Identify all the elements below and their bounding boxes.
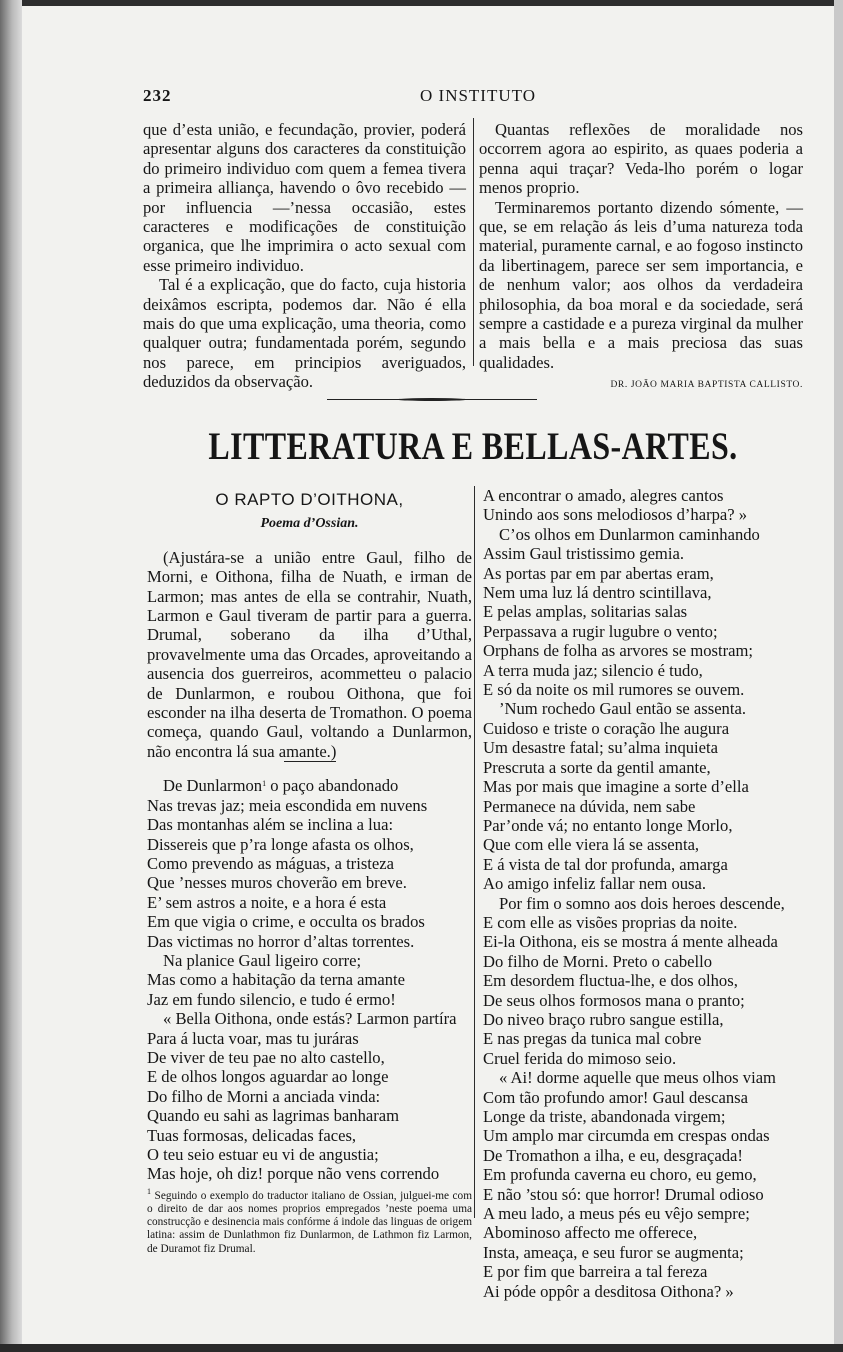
poem-verse: Prescruta a sorte da gentil amante, (483, 757, 711, 777)
poem-verse: E á vista de tal dor profunda, amarga (483, 854, 728, 874)
poem-verse: De viver de teu pae no alto castello, (147, 1047, 385, 1067)
poem-verse: E nas pregas da tunica mal cobre (483, 1029, 702, 1049)
column-divider (473, 118, 474, 366)
poem-verse: Com tão profundo amor! Gaul descansa (483, 1087, 748, 1107)
poem-verse: « Bella Oithona, onde estás? Larmon partíra (163, 1009, 457, 1029)
poem-verse: De Tromathon a ilha, e eu, desgraçada! (483, 1145, 743, 1165)
column-divider (474, 486, 475, 1218)
poem-verse: Permanece na dúvida, nem sabe (483, 796, 696, 816)
poem-verse: Nem uma luz lá dentro scintillava, (483, 583, 712, 603)
poem-verse: Que ’nesses muros choverão em breve. (147, 873, 407, 893)
poem-verse: Quando eu sahi as lagrimas banharam (147, 1106, 400, 1126)
poem-verse: Perpassava a rugir lugubre o vento; (483, 621, 718, 641)
poem-right-column (483, 486, 805, 1301)
poem-verse: Que com elle viera lá se assenta, (483, 835, 700, 855)
poem-verse: Ao amigo infeliz fallar nem ousa. (483, 874, 707, 894)
verse-text: o paço abandonado (266, 776, 399, 796)
section-title: LITTERATURA E BELLAS-ARTES. (208, 425, 738, 468)
poem-verses-left (147, 796, 472, 1184)
verse-text: De Dunlarmon (163, 776, 263, 796)
footnote (147, 1186, 472, 1256)
poem-verses-right (483, 486, 805, 1301)
poem-verse: Mas por mais que imagine a sorte d’ella (483, 777, 749, 797)
intro-divider (284, 761, 336, 762)
poem-verse: Abominoso affecto me offerece, (483, 1223, 698, 1243)
poem-verse: Cruel ferida do mimoso seio. (483, 1048, 677, 1068)
poem-verse: Do niveo braço rubro sangue estilla, (483, 1009, 724, 1029)
poem-verse: Como prevendo as máguas, a tristeza (147, 853, 394, 873)
poem-verse: E pelas amplas, solitarias salas (483, 602, 688, 622)
poem-verse: Em que vigia o crime, e occulta os brados (147, 912, 425, 932)
poem-verse: Mas como a habitação da terna amante (147, 970, 406, 990)
poem-verse: Em desordem fluctua-lhe, e dos olhos, (483, 971, 738, 991)
poem-verse: Par’onde vá; no entanto longe Morlo, (483, 815, 733, 835)
poem-title: O RAPTO D’OITHONA, (215, 490, 404, 509)
poem-verse: E não ’stou só: que horror! Drumal odioso (483, 1184, 764, 1204)
poem-verse: « Ai! dorme aquelle que meus olhos viam (499, 1068, 776, 1088)
scan-right-border (834, 0, 843, 1352)
poem-verse: Jaz em fundo silencio, e tudo é ermo! (147, 989, 396, 1009)
poem-verse: Do filho de Morni a anciada vinda: (147, 1086, 381, 1106)
poem-verse: Orphans de folha as arvores se mostram; (483, 641, 754, 661)
author-signature: DR. JOÃO MARIA BAPTISTA CALLISTO. (610, 380, 803, 391)
poem-verse: E só da noite os mil rumores se ouvem. (483, 680, 745, 700)
poem-verse: Ei-la Oithona, eis se mostra á mente alheada (483, 932, 778, 952)
poem-verse: Um desastre fatal; su’alma inquieta (483, 738, 718, 758)
poem-verse: E com elle as visões proprias da noite. (483, 912, 738, 932)
poem-verse: Longe da triste, abandonada virgem; (483, 1107, 726, 1126)
poem-verse: Tuas formosas, delicadas faces, (147, 1125, 357, 1145)
poem-verse: Ai póde oppôr a desditosa Oithona? » (483, 1281, 734, 1301)
footnote-mark: 1 (147, 1186, 151, 1196)
poem-verse: Do filho de Morni. Preto o cabello (483, 951, 713, 971)
poem-verse: Em profunda caverna eu choro, eu gemo, (483, 1165, 757, 1185)
poem-verse: Na planice Gaul ligeiro corre; (163, 950, 362, 970)
poem-first-verse (147, 776, 472, 795)
poem-verse: ’Num rochedo Gaul então se assenta. (499, 699, 746, 719)
essay-left-column (143, 120, 466, 392)
poem-verse: Das victimas no horror d’altas torrentes. (147, 931, 415, 951)
footnote-text: Seguindo o exemplo do traductor italiano de Ossian, julguei-me com o direito de dar aos nomes proprios empregados ’neste poema uma construcção e desinencia mais confórme á indole das linguas de origem latina: assim de Dunlathmon fiz Dunlarmon, de Lathmon fiz Larmon, de Duramot fiz Drumal. (147, 1189, 472, 1255)
essay-paragraph: Quantas reflexões de moralidade nos occorrem agora ao espirito, as quaes poderia a penna aqui traçar? Veda-lho porém o logar menos proprio. (479, 120, 803, 198)
poem-verse: Mas hoje, oh diz! porque não vens correndo (147, 1164, 440, 1184)
page-number: 232 (143, 86, 172, 105)
poem-verse: Para á lucta voar, mas tu juráras (147, 1028, 359, 1048)
scan-bottom-border (0, 1344, 843, 1352)
poem-verse: A terra muda jaz; silencio é tudo, (483, 660, 703, 680)
poem-verse: A meu lado, a meus pés eu vêjo sempre; (483, 1204, 750, 1224)
poem-verse: Cuidoso e triste o coração lhe augura (483, 718, 730, 738)
poem-verse: E’ sem astros a noite, e a hora é esta (147, 892, 387, 912)
section-separator (327, 398, 537, 401)
poem-verse: Nas trevas jaz; meia escondida em nuvens (147, 795, 428, 815)
poem-verse: O teu seio estuar eu vi de angustia; (147, 1145, 379, 1164)
essay-paragraph: Tal é a explicação, que do facto, cuja historia deixâmos escripta, podemos dar. Não é ella mais do que uma explicação, uma theoria, como qualquer outra; fundamentada porém, segundo nos parece, em principios averiguados, deduzidos da observação. (143, 275, 466, 392)
poem-verse: Das montanhas além se inclina a lua: (147, 815, 394, 835)
poem-verse: Um amplo mar circumda em crespas ondas (483, 1126, 770, 1146)
poem-left-column (147, 486, 472, 1256)
essay-paragraph: que d’esta união, e fecundação, provier, poderá apresentar alguns dos caracteres da constituição do primeiro individuo com quem a femea tivera a primeira alliança, havendo o ôvo recebido — por influencia —’nessa occasião, estes caracteres e modificações de constituição organica, que lhe imprimira o acto sexual com esse primeiro individuo. (143, 120, 466, 275)
footnote-reference: 1 (262, 779, 267, 789)
poem-verse: Insta, ameaça, e seu furor se augmenta; (483, 1242, 744, 1262)
poem-introduction: (Ajustára-se a união entre Gaul, filho de Morni, e Oithona, filha de Nuath, e irman de Larmon; mas antes de ella se contrahir, Nuath, Larmon e Gaul tiveram de partir para a guerra. Drumal, soberano da ilha d’Uthal, provavelmente uma das Orcades, aproveitando a ausencia dos guerreiros, acommetteu o palacio de Dunlarmon, e roubou Oithona, que foi esconder na ilha deserta de Tromathon. O poema começa, quando Gaul, voltando a Dunlarmon, não encontra lá sua amante.) (147, 547, 472, 761)
poem-verse: Assim Gaul tristissimo gemia. (483, 544, 684, 564)
poem-verse: As portas par em par abertas eram, (483, 563, 714, 583)
book-spine-shadow (0, 0, 22, 1352)
poem-subtitle: Poema d’Ossian. (260, 516, 359, 532)
poem-verse: C’os olhos em Dunlarmon caminhando (499, 524, 760, 544)
poem-verse: Dissereis que p’ra longe afasta os olhos, (147, 834, 414, 854)
poem-verse: Unindo aos sons melodiosos d’harpa? » (483, 505, 748, 525)
essay-right-column (479, 120, 803, 396)
essay-paragraph: Terminaremos portanto dizendo sómente, — que, se em relação ás leis d’uma natureza toda material, puramente carnal, e ao fogoso instincto da libertinagem, parece ser sem importancia, e de nenhum valor; aos olhos da verdadeira philosophia, da boa moral e da sociedade, será sempre a castidade e a pureza virginal da mulher a mais bella e a mais preciosa das suas qualidades. (479, 197, 803, 372)
poem-verse: De seus olhos formosos mana o pranto; (483, 990, 745, 1010)
poem-verse: E de olhos longos aguardar ao longe (147, 1067, 389, 1087)
journal-title: O INSTITUTO (420, 86, 536, 105)
poem-verse: Por fim o somno aos dois heroes descende, (499, 893, 785, 913)
poem-verse: E por fim que barreira a tal fereza (483, 1262, 708, 1282)
poem-verse: A encontrar o amado, alegres cantos (483, 486, 724, 505)
